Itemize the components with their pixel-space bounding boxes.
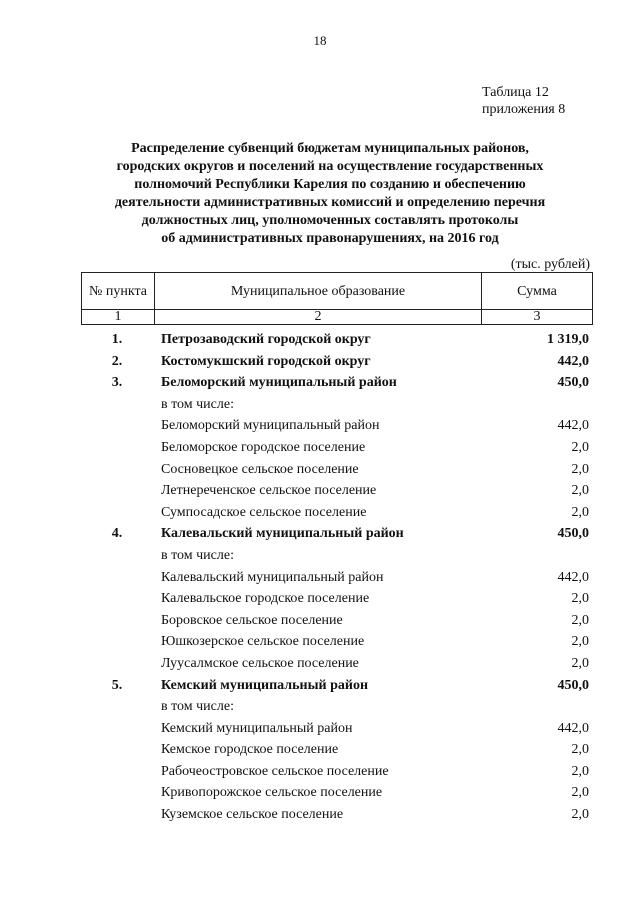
table-header — [81, 272, 593, 325]
row-name: Костомукшский городской округ — [161, 353, 371, 369]
table-row — [81, 548, 591, 570]
table-row — [81, 591, 591, 613]
title-line: Распределение субвенций бюджетам муниципальных районов, — [131, 141, 529, 156]
row-sum: 2,0 — [571, 634, 589, 650]
header-name: Муниципальное образование — [155, 273, 482, 310]
row-name: Боровское сельское поселение — [161, 612, 343, 628]
row-name: Кемский муниципальный район — [161, 677, 369, 693]
units-label: (тыс. рублей) — [510, 257, 590, 272]
table-row — [81, 354, 591, 376]
table-row — [81, 721, 591, 743]
table-row — [81, 634, 591, 656]
table-row — [81, 785, 591, 807]
table-row — [81, 678, 591, 700]
table-row — [81, 764, 591, 786]
table-row — [81, 505, 591, 527]
table-caption-line: Таблица 12 — [482, 85, 549, 100]
column-number-3: 3 — [482, 310, 593, 325]
table-row — [81, 418, 591, 440]
table-row — [81, 526, 591, 548]
header-num: № пункта — [82, 273, 155, 310]
row-number: 4. — [111, 526, 123, 542]
document-title — [90, 140, 570, 248]
row-sum: 450,0 — [557, 526, 589, 542]
header-sum: Сумма — [482, 273, 593, 310]
row-sum: 442,0 — [557, 353, 589, 369]
row-name: Беломорское городское поселение — [161, 439, 366, 455]
row-sum: 2,0 — [571, 591, 589, 607]
row-sum: 2,0 — [571, 461, 589, 477]
row-name: Калевальское городское поселение — [161, 591, 370, 607]
table-row — [81, 397, 591, 419]
row-name: в том числе: — [161, 396, 234, 412]
table-row — [81, 332, 591, 354]
row-name: Куземское сельское поселение — [161, 807, 344, 823]
row-name: Кемский муниципальный район — [161, 720, 353, 736]
row-number: 1. — [111, 332, 123, 347]
title-line: городских округов и поселений на осуществление государственных — [116, 159, 544, 174]
table-row — [81, 742, 591, 764]
row-name: Юшкозерское сельское поселение — [161, 634, 365, 650]
row-name: Сосновецкое сельское поселение — [161, 461, 359, 477]
row-sum: 2,0 — [571, 807, 589, 823]
column-number-1: 1 — [82, 310, 155, 325]
row-sum: 2,0 — [571, 504, 589, 520]
title-line: должностных лиц, уполномоченных составлять протоколы — [141, 213, 519, 228]
row-name: Рабочеостровское сельское поселение — [161, 763, 389, 779]
table-body — [81, 332, 591, 829]
row-name: Кривопорожское сельское поселение — [161, 785, 383, 801]
table-row — [81, 613, 591, 635]
row-number: 2. — [111, 353, 123, 369]
row-name: Беломорский муниципальный район — [161, 418, 380, 434]
row-sum: 2,0 — [571, 763, 589, 779]
table-row — [81, 440, 591, 462]
row-number: 5. — [111, 677, 123, 693]
row-sum: 2,0 — [571, 785, 589, 801]
row-name: Кемское городское поселение — [161, 742, 339, 758]
table-row — [81, 462, 591, 484]
row-name: Сумпосадское сельское поселение — [161, 504, 367, 520]
row-name: Калевальский муниципальный район — [161, 569, 384, 585]
row-name: Петрозаводский городской округ — [161, 332, 371, 347]
row-name: Летнереченское сельское поселение — [161, 483, 377, 499]
row-name: Луусалмское сельское поселение — [161, 655, 359, 671]
row-sum: 450,0 — [557, 677, 589, 693]
table-row — [81, 483, 591, 505]
title-line: деятельности административных комиссий и определению перечня — [114, 195, 546, 210]
row-sum: 442,0 — [557, 418, 589, 434]
table-row — [81, 699, 591, 721]
row-name: Беломорский муниципальный район — [161, 375, 397, 391]
row-sum: 2,0 — [571, 612, 589, 628]
row-name: в том числе: — [161, 699, 234, 715]
row-sum: 442,0 — [557, 569, 589, 585]
row-number: 3. — [111, 375, 123, 391]
table-row — [81, 570, 591, 592]
row-sum: 2,0 — [571, 655, 589, 671]
table-caption — [482, 84, 565, 118]
row-name: в том числе: — [161, 547, 234, 563]
row-name: Калевальский муниципальный район — [161, 526, 404, 542]
table-caption-line: приложения 8 — [482, 102, 566, 117]
row-sum: 450,0 — [557, 375, 589, 391]
row-sum: 2,0 — [571, 742, 589, 758]
title-line: полномочий Республики Карелия по созданию и обеспечению — [134, 177, 526, 192]
page-number: 18 — [313, 33, 327, 48]
table-row — [81, 375, 591, 397]
row-sum: 2,0 — [571, 439, 589, 455]
column-number-2: 2 — [155, 310, 482, 325]
table-row — [81, 807, 591, 829]
row-sum: 1 319,0 — [547, 332, 589, 347]
row-sum: 442,0 — [557, 720, 589, 736]
table-row — [81, 656, 591, 678]
row-sum: 2,0 — [571, 483, 589, 499]
title-line: об административных правонарушениях, на 2016 год — [161, 231, 499, 246]
